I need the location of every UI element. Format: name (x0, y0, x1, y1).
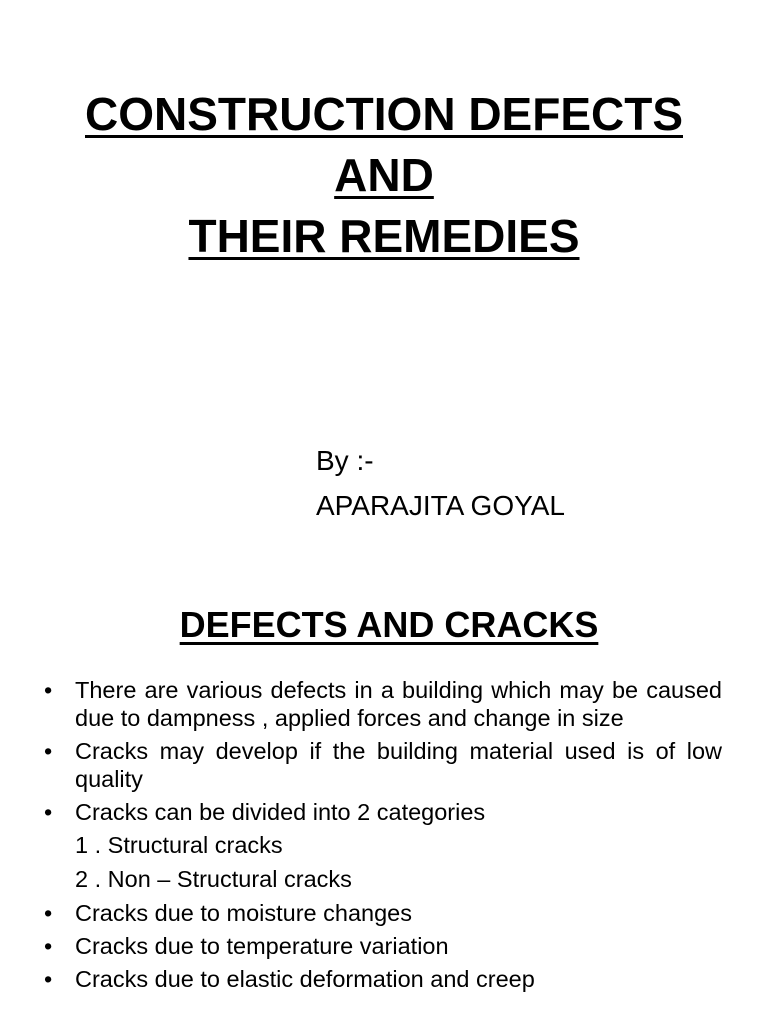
author-name: APARAJITA GOYAL (316, 490, 565, 521)
list-item: • Cracks can be divided into 2 categories (44, 798, 722, 826)
list-item: • Cracks due to elastic deformation and creep (44, 965, 722, 993)
author-block (316, 438, 565, 528)
defects-list (44, 676, 722, 998)
title-line-2-text: AND (334, 149, 434, 201)
section-heading (0, 603, 768, 647)
list-item: • Cracks due to temperature variation (44, 932, 722, 960)
list-subitem: 2 . Non – Structural cracks (75, 866, 352, 892)
list-item: • There are various defects in a building which may be caused due to dampness , applied forces and change in size (44, 676, 722, 732)
list-subitem: 1 . Structural cracks (75, 832, 283, 858)
document-title (0, 84, 768, 267)
title-line-1 (0, 84, 768, 145)
list-item: • Cracks may develop if the building material used is of low quality (44, 737, 722, 793)
title-line-3-text: THEIR REMEDIES (188, 210, 580, 262)
list-item: • Cracks due to moisture changes (44, 899, 722, 927)
title-line-2 (0, 145, 768, 206)
title-line-3 (0, 206, 768, 267)
title-line-1-text: CONSTRUCTION DEFECTS (85, 88, 683, 140)
section-heading-text: DEFECTS AND CRACKS (179, 604, 599, 645)
author-by-label: By :- (316, 445, 374, 476)
